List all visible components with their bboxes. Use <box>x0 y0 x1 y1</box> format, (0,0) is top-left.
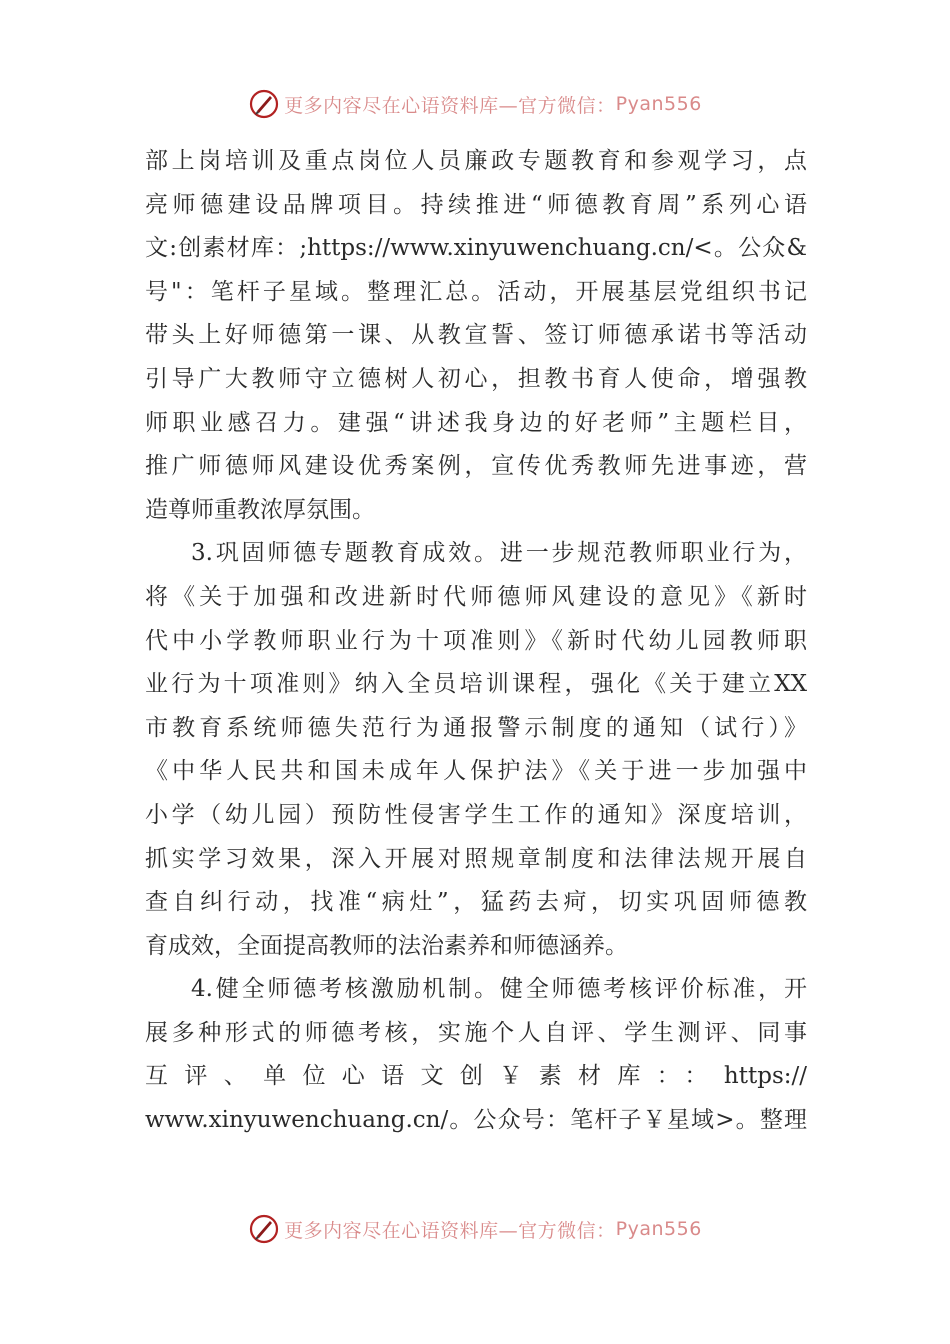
text-line: 展多种形式的师德考核，实施个人自评、学生测评、同事 <box>145 1019 807 1046</box>
text-line: 抓实学习效果，深入开展对照规章制度和法律法规开展自 <box>145 845 807 872</box>
text-line: 市教育系统师德失范行为通报警示制度的通知（试行）》 <box>145 714 807 741</box>
text-line: 文:创素材库：;https://www.xinyuwenchuang.cn/<。公众& <box>145 235 807 262</box>
document-body <box>145 140 807 1143</box>
quill-logo-icon <box>248 1213 280 1245</box>
quill-logo-icon <box>248 88 280 120</box>
text-line: 互评、单位心语文创￥素材库：：https:// <box>145 1063 807 1090</box>
text-line: 亮师德建设品牌项目。持续推进“师德教育周”系列心语 <box>145 191 807 218</box>
text-line: 引导广大教师守立德树人初心，担教书育人使命，增强教 <box>145 365 807 392</box>
text-line: 小学（幼儿园）预防性侵害学生工作的通知》深度培训， <box>145 801 807 828</box>
text-line: 造尊师重教浓厚氛围。 <box>145 496 375 523</box>
text-line: www.xinyuwenchuang.cn/。公众号：笔杆子￥星域>。整理 <box>145 1107 807 1134</box>
watermark-wechat-id: Pyan556 <box>615 93 702 115</box>
watermark-text: 更多内容尽在心语资料库—官方微信： <box>284 94 616 117</box>
watermark-text: 更多内容尽在心语资料库—官方微信： <box>284 1219 616 1242</box>
text-line: 将《关于加强和改进新时代师德师风建设的意见》《新时 <box>145 583 807 610</box>
paragraph-heading-3: 3.巩固师德专题教育成效。进一步规范教师职业行为， <box>191 540 807 567</box>
text-line: 《中华人民共和国未成年人保护法》《关于进一步加强中 <box>145 758 807 785</box>
text-line: 师职业感召力。建强“讲述我身边的好老师”主题栏目， <box>145 409 807 436</box>
text-line: 查自纠行动，找准“病灶”，猛药去疴，切实巩固师德教 <box>145 889 807 916</box>
text-line: 代中小学教师职业行为十项准则》《新时代幼儿园教师职 <box>145 627 807 654</box>
text-line: 育成效，全面提高教师的法治素养和师德涵养。 <box>145 932 628 959</box>
text-line: 业行为十项准则》纳入全员培训课程，强化《关于建立XX <box>145 671 807 698</box>
text-line: 部上岗培训及重点岗位人员廉政专题教育和参观学习，点 <box>145 148 807 174</box>
text-line: 号"：笔杆子星域。整理汇总。活动，开展基层党组织书记 <box>145 278 807 305</box>
paragraph-heading-4: 4.健全师德考核激励机制。健全师德考核评价标准，开 <box>191 976 807 1003</box>
watermark-banner-bottom <box>0 1209 950 1249</box>
text-line: 带头上好师德第一课、从教宣誓、签订师德承诺书等活动 <box>145 322 807 349</box>
text-line: 推广师德师风建设优秀案例，宣传优秀教师先进事迹，营 <box>145 453 807 480</box>
watermark-banner-top <box>0 84 950 124</box>
watermark-wechat-id: Pyan556 <box>615 1218 702 1240</box>
